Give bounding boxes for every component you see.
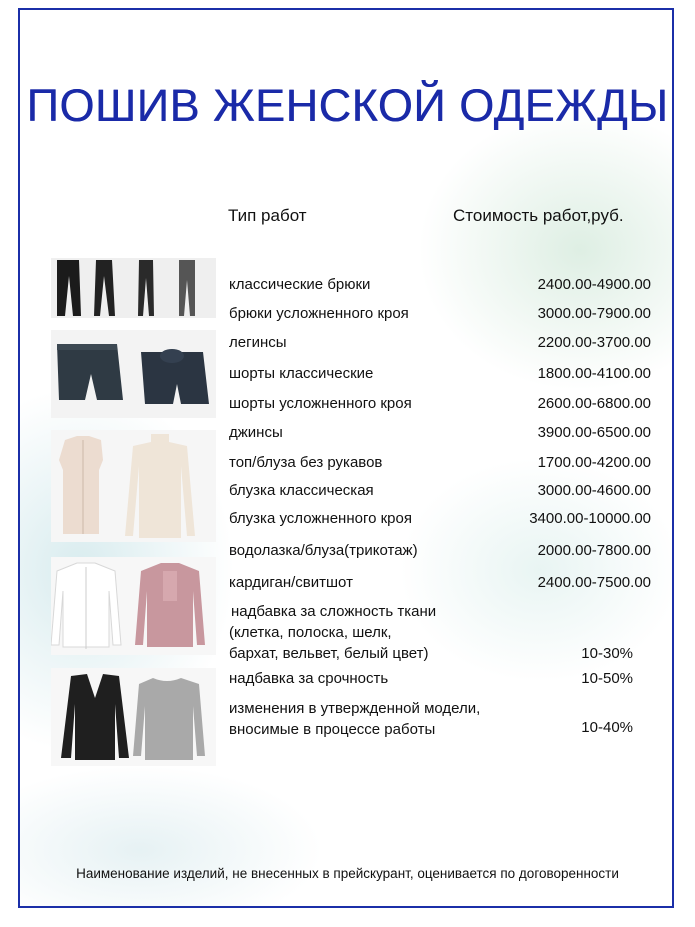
work-price: 2000.00-7800.00	[537, 542, 651, 559]
surcharge-line: бархат, вельвет, белый цвет)	[229, 645, 429, 662]
work-name: легинсы	[229, 334, 287, 351]
shirts-image	[51, 557, 216, 655]
work-name: водолазка/блуза(трикотаж)	[229, 542, 418, 559]
work-name: классические брюки	[229, 276, 371, 293]
work-name: кардиган/свитшот	[229, 574, 353, 591]
work-price: 2200.00-3700.00	[537, 334, 651, 351]
work-name: брюки усложненного кроя	[229, 305, 409, 322]
work-name: блузка классическая	[229, 482, 374, 499]
surcharge-row	[229, 698, 651, 740]
work-price: 2400.00-7500.00	[537, 574, 651, 591]
work-name: джинсы	[229, 424, 283, 441]
header-work-type: Тип работ	[228, 206, 307, 225]
work-price: 2400.00-4900.00	[537, 276, 651, 293]
surcharge-value: 10-40%	[581, 719, 633, 736]
surcharge-row	[229, 601, 651, 665]
surcharge-line: надбавка за сложность ткани	[231, 603, 437, 620]
surcharge-line: (клетка, полоска, шелк,	[229, 624, 392, 641]
surcharge-value: 10-50%	[581, 670, 633, 687]
surcharge-line: надбавка за срочность	[229, 670, 389, 687]
trousers-image	[51, 258, 216, 318]
page-title: ПОШИВ ЖЕНСКОЙ ОДЕЖДЫ	[26, 80, 669, 131]
work-price: 3000.00-4600.00	[537, 482, 651, 499]
work-name: шорты усложненного кроя	[229, 395, 412, 412]
surcharge-value: 10-30%	[581, 645, 633, 662]
header-cost: Стоимость работ,руб.	[453, 206, 624, 225]
work-price: 3000.00-7900.00	[537, 305, 651, 322]
work-price: 3400.00-10000.00	[529, 510, 651, 527]
work-price: 1800.00-4100.00	[537, 365, 651, 382]
work-name: блузка усложненного кроя	[229, 510, 412, 527]
cardigans-image	[51, 668, 216, 766]
shorts-image	[51, 330, 216, 418]
work-name: топ/блуза без рукавов	[229, 454, 383, 471]
surcharge-line: вносимые в процессе работы	[229, 721, 436, 738]
footer-note: Наименование изделий, не внесенных в прейскурант, оценивается по договоренности	[76, 866, 619, 881]
work-price: 2600.00-6800.00	[537, 395, 651, 412]
tops-image	[51, 430, 216, 542]
work-price: 3900.00-6500.00	[537, 424, 651, 441]
surcharge-line: изменения в утвержденной модели,	[229, 700, 481, 717]
work-name: шорты классические	[229, 365, 374, 382]
work-price: 1700.00-4200.00	[537, 454, 651, 471]
